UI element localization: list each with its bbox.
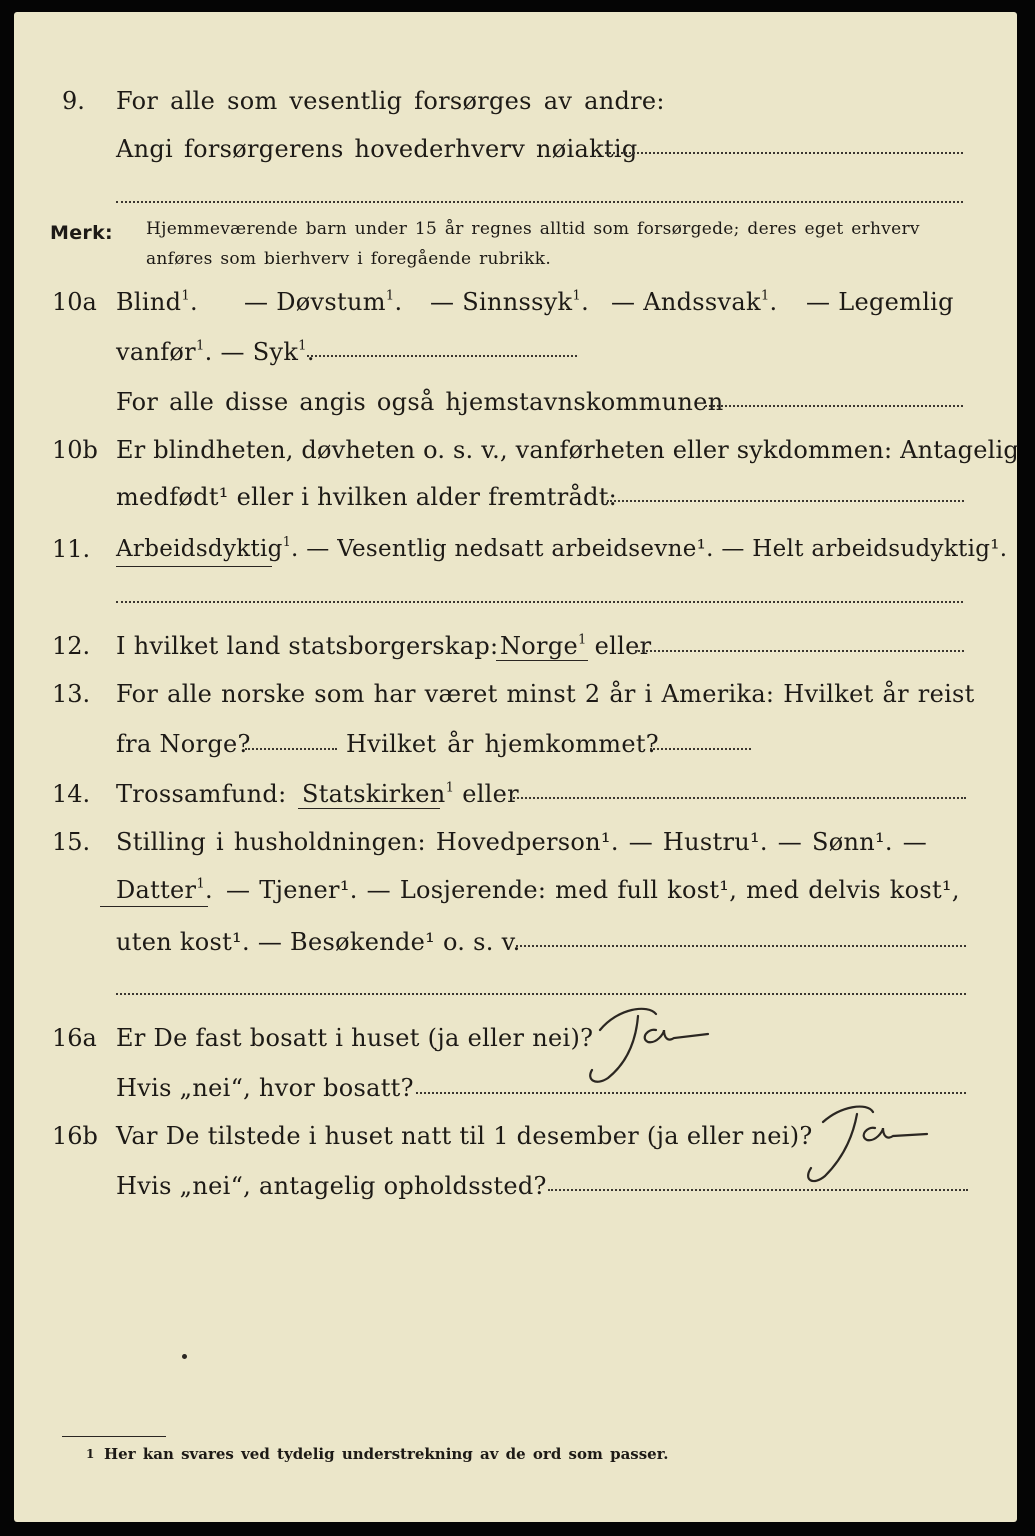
q10a-answer-line[interactable] [307, 355, 577, 357]
q12-underline-mark [496, 660, 588, 661]
q13-hjemkommet-line[interactable] [650, 748, 751, 750]
q16b-handwritten-answer [795, 1100, 935, 1190]
item-number-9: 9. [62, 87, 85, 115]
item-number-16b: 16b [52, 1122, 98, 1150]
q15-line3: uten kost¹. — Besøkende¹ o. s. v. [116, 928, 521, 956]
q11-text: Arbeidsdyktig$^1$. — Vesentlig nedsatt arbeidsevne¹. — Helt arbeidsudyktig¹. [116, 533, 1008, 562]
item-number-12: 12. [52, 632, 91, 660]
q10a-line3: For alle disse angis også hjemstavnskommunen [116, 388, 724, 416]
item-number-14: 14. [52, 780, 91, 808]
q16a-answer-line[interactable] [416, 1092, 966, 1094]
q16a-line2: Hvis „nei“, hvor bosatt? [116, 1074, 414, 1102]
ink-dot [182, 1354, 187, 1359]
q16b-line2: Hvis „nei“, antagelig opholdssted? [116, 1172, 547, 1200]
q16a-line1: Er De fast bosatt i huset (ja eller nei)? [116, 1024, 594, 1052]
merk-line2: anføres som bierhverv i foregående rubrikk. [146, 249, 552, 269]
q15-answer-line-2[interactable] [116, 993, 966, 995]
q15-datter: Datter$^1$. [116, 876, 213, 904]
q9-answer-line-2[interactable] [116, 201, 963, 203]
q12-answer-line[interactable] [635, 650, 964, 652]
q10b-line2: medfødt¹ eller i hvilken alder fremtrådt: [116, 483, 618, 511]
item-number-13: 13. [52, 680, 91, 708]
q10a-legemlig: — Legemlig [806, 288, 954, 316]
q11-answer-line[interactable] [116, 601, 963, 603]
q14-underline-mark [298, 808, 440, 809]
q9-line2: Angi forsørgerens hovederhverv nøiaktig [116, 135, 638, 163]
item-number-16a: 16a [52, 1024, 97, 1052]
q15-underline-mark [100, 906, 208, 907]
q12-norge: Norge$^1$ eller [500, 632, 652, 660]
merk-label: Merk: [50, 222, 113, 244]
q14-text: Trossamfund: [116, 780, 287, 808]
q13-reist-line[interactable] [245, 748, 337, 750]
q10a-blind: Blind$^1$. [116, 288, 198, 316]
footnote-rule [62, 1436, 166, 1437]
q14-statskirken: Statskirken$^1$ eller [302, 780, 519, 808]
q10a-vanfor: vanfør$^1$. — Syk$^1$. [116, 338, 315, 366]
q10a-andssvak: — Andssvak$^1$. [611, 288, 778, 316]
q10a-hjemstavn-line[interactable] [705, 405, 963, 407]
merk-line1: Hjemmeværende barn under 15 år regnes alltid som forsørgede; deres eget erhverv [146, 219, 920, 239]
q16b-line1: Var De tilstede i huset natt til 1 desember (ja eller nei)? [116, 1122, 813, 1150]
q13-line2b: Hvilket år hjemkommet? [346, 730, 659, 758]
q13-line2a: fra Norge? [116, 730, 251, 758]
item-number-11: 11. [52, 535, 91, 563]
footnote-mark: 1 [86, 1447, 95, 1461]
item-number-10b: 10b [52, 436, 98, 464]
q11-underline-mark [116, 566, 272, 567]
q10b-line1: Er blindheten, døvheten o. s. v., vanførheten eller sykdommen: Antagelig [116, 436, 1019, 464]
item-number-15: 15. [52, 828, 91, 856]
q12-text: I hvilket land statsborgerskap: [116, 632, 499, 660]
q15-line1: Stilling i husholdningen: Hovedperson¹. — Hustru¹. — Sønn¹. — [116, 828, 928, 856]
footnote-text: Her kan svares ved tydelig understrekning av de ord som passer. [104, 1445, 669, 1463]
item-number-10a: 10a [52, 288, 97, 316]
q13-line1: For alle norske som har været minst 2 år i Amerika: Hvilket år reist [116, 680, 975, 708]
q15-answer-line[interactable] [516, 945, 966, 947]
q16a-handwritten-answer [578, 1000, 718, 1090]
q15-line2: — Tjener¹. — Losjerende: med full kost¹, med delvis kost¹, [226, 876, 960, 904]
q16b-answer-line[interactable] [548, 1189, 968, 1191]
q10a-dovstum: — Døvstum$^1$. [244, 288, 403, 316]
q14-answer-line[interactable] [510, 797, 966, 799]
q10b-answer-line[interactable] [607, 500, 964, 502]
q9-answer-line[interactable] [605, 152, 963, 154]
q9-line1: For alle som vesentlig forsørges av andre: [116, 87, 665, 115]
q10a-sinnssyk: — Sinnssyk$^1$. [430, 288, 590, 316]
